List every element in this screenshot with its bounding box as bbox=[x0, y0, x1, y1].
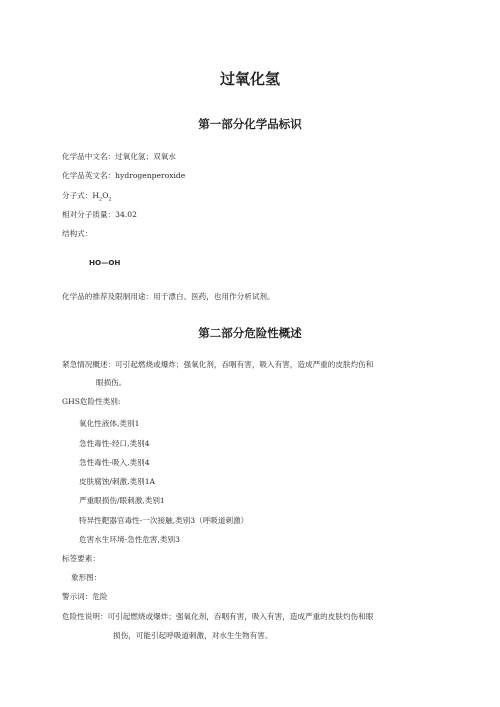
hazard-line-1: 危险性说明：可引起燃烧或爆炸；强氧化剂，吞咽有害，吸入有害，造成严重的皮肤灼伤和眼 bbox=[62, 612, 374, 621]
ghs-item: 急性毒性-经口,类别4 bbox=[79, 439, 150, 448]
ghs-label: GHS危险性类别: bbox=[62, 397, 121, 406]
formula-o: O bbox=[102, 191, 109, 200]
ghs-item: 氧化性液体,类别1 bbox=[79, 419, 140, 428]
signal-word: 警示词：危险 bbox=[62, 592, 108, 601]
ghs-item: 皮肤腐蚀/刺激,类别1A bbox=[79, 477, 156, 486]
formula-h: H bbox=[92, 191, 99, 200]
structure-formula: HO—OH bbox=[89, 258, 121, 267]
molecular-formula bbox=[62, 191, 112, 205]
formula-sub2: 2 bbox=[108, 196, 112, 203]
formula-label: 分子式： bbox=[62, 191, 93, 200]
section1-heading: 第一部分化学品标识 bbox=[198, 117, 302, 131]
pictogram-label: 象形图： bbox=[71, 573, 102, 582]
formula-sub1: 2 bbox=[99, 196, 103, 203]
ghs-item: 严重眼损伤/眼刺激,类别1 bbox=[79, 496, 165, 505]
molecular-weight: 相对分子质量：34.02 bbox=[62, 210, 137, 219]
ghs-item: 特异性靶器官毒性-一次接触,类别3（呼吸道刺激） bbox=[79, 516, 249, 525]
emergency-line-2: 眼损伤。 bbox=[96, 378, 127, 387]
emergency-line-1: 紧急情况概述：可引起燃烧或爆炸；强氧化剂，吞咽有害，吸入有害，造成严重的皮肤灼伤和 bbox=[62, 360, 374, 369]
document-title: 过氧化氢 bbox=[219, 70, 280, 88]
hazard-line-2: 损伤，可能引起呼吸道刺激，对水生生物有害。 bbox=[113, 631, 273, 640]
cn-name: 化学品中文名：过氧化氢；双氧水 bbox=[62, 152, 176, 161]
en-name: 化学品英文名：hydrogenperoxide bbox=[62, 171, 186, 180]
structure-label: 结构式： bbox=[62, 229, 93, 238]
label-elements: 标签要素： bbox=[62, 554, 100, 563]
section2-heading: 第二部分危险性概述 bbox=[198, 326, 302, 340]
ghs-item: 危害水生环境-急性危害,类别3 bbox=[79, 535, 180, 544]
ghs-item: 急性毒性-吸入,类别4 bbox=[79, 458, 150, 467]
usage-text: 化学品的推荐及限制用途：用于漂白、医药，也用作分析试剂。 bbox=[62, 292, 275, 301]
